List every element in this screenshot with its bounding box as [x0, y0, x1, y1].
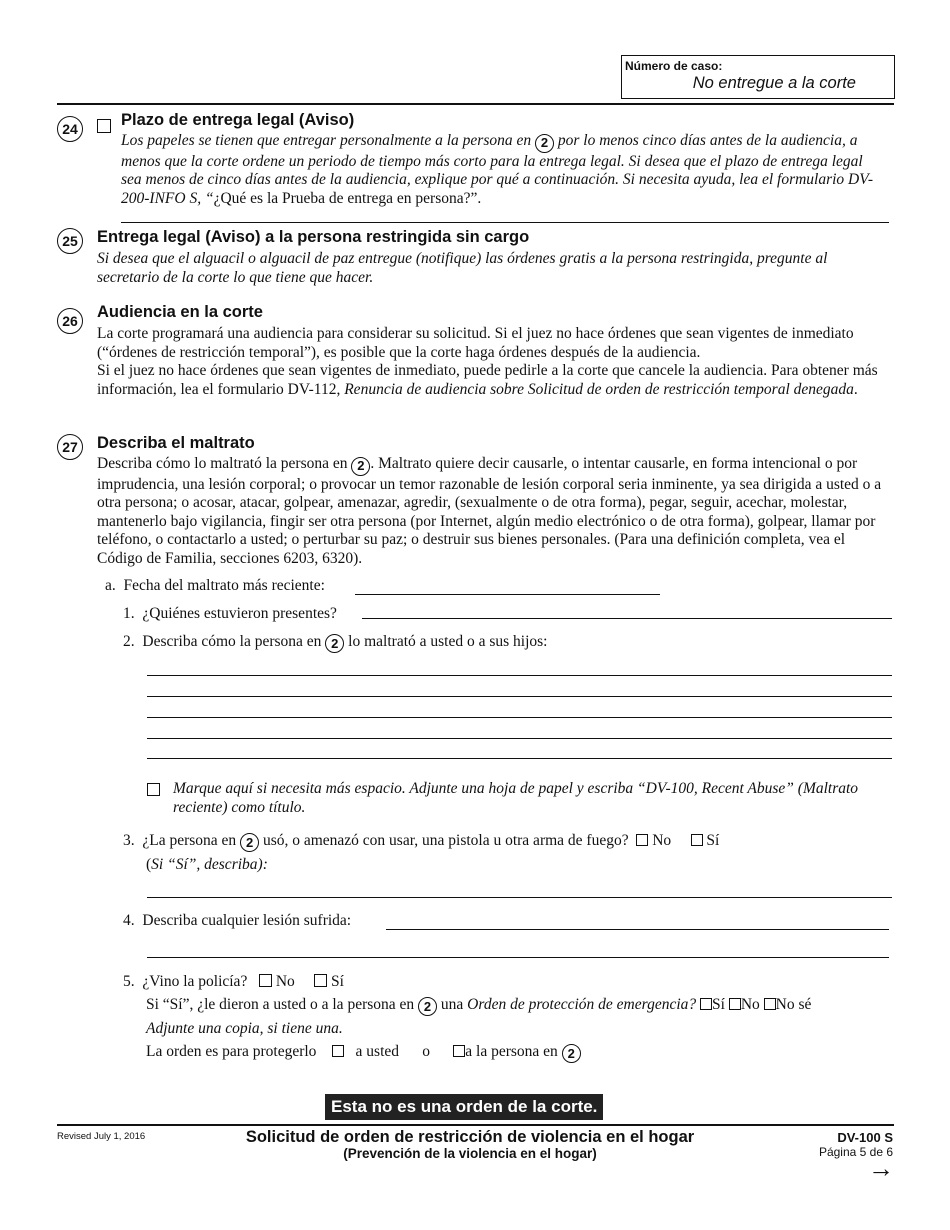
- question-5-attach-note: Adjunte una copia, si tiene una.: [146, 1020, 343, 1037]
- form-subtitle: (Prevención de la violencia en el hogar): [343, 1146, 597, 1161]
- question-2: 2. Describa cómo la persona en 2 lo maltrató a usted o a sus hijos:: [123, 633, 548, 651]
- form-title: Solicitud de orden de restricción de violencia en el hogar: [245, 1128, 695, 1146]
- case-number-box: [621, 55, 895, 99]
- page-number: Página 5 de 6: [818, 1145, 893, 1159]
- section-25-title: Entrega legal (Aviso) a la persona restringida sin cargo: [97, 228, 530, 246]
- epo-unknown-checkbox[interactable]: [764, 998, 776, 1010]
- question-4-answer-line-1[interactable]: [386, 929, 889, 930]
- question-5: 5. ¿Vino la policía? No Sí: [123, 973, 344, 990]
- section-24-checkbox[interactable]: [97, 119, 111, 133]
- police-no-checkbox[interactable]: [259, 974, 272, 987]
- question-2-line-2[interactable]: [147, 696, 892, 697]
- more-space-text: Marque aquí si necesita más espacio. Adjunte una hoja de papel y escriba “DV-100, Recent Abuse” (Maltrato reciente) como título.: [173, 780, 859, 816]
- section-24-number: 24: [57, 116, 83, 142]
- epo-no-checkbox[interactable]: [729, 998, 741, 1010]
- protect-other-checkbox[interactable]: [453, 1045, 465, 1057]
- section-24-text: Los papeles se tienen que entregar personalmente a la persona en 2 por lo menos cinco días antes de la audiencia, a menos que la corte ordene un periodo de tiempo más corto para la entrega legal. Si desea que el plazo de entrega legal sea menos de cinco días antes de la audiencia, explique por qué a continuación. Si necesita ayuda, lea el formulario DV-200-INFO S, “¿Qué es la Prueba de entrega en persona?”.: [121, 132, 874, 207]
- revised-date: Revised July 1, 2016: [57, 1131, 146, 1142]
- top-rule: [57, 103, 894, 105]
- section-25-text: Si desea que el alguacil o alguacil de paz entregue (notifique) las órdenes gratis a la persona restringida, pregunte al secretario de la corte lo que tiene que hacer.: [97, 250, 828, 286]
- party-2-ref: 2: [562, 1044, 581, 1063]
- question-3-answer-line[interactable]: [147, 897, 892, 898]
- form-id: DV-100 S: [837, 1130, 893, 1145]
- section-24-answer-line[interactable]: [121, 222, 889, 223]
- party-2-ref: 2: [325, 634, 344, 653]
- section-26-number: 26: [57, 308, 83, 334]
- section-26-title: Audiencia en la corte: [97, 303, 263, 321]
- firearm-no-checkbox[interactable]: [636, 834, 648, 846]
- more-space-checkbox[interactable]: [147, 783, 160, 796]
- epo-yes-checkbox[interactable]: [700, 998, 712, 1010]
- footer-rule: [57, 1124, 894, 1126]
- question-4: 4. Describa cualquier lesión sufrida:: [123, 912, 352, 929]
- question-5-emergency-order: Si “Sí”, ¿le dieron a usted o a la persona en 2 una Orden de protección de emergencia? Sí No No sé: [146, 996, 812, 1014]
- question-2-line-1[interactable]: [147, 675, 892, 676]
- police-yes-checkbox[interactable]: [314, 974, 327, 987]
- question-5-order-protects: La orden es para protegerlo a usted o a la persona en 2: [146, 1043, 581, 1063]
- question-3-describe: (Si “Sí”, describa):: [146, 856, 268, 873]
- date-answer-line[interactable]: [355, 594, 660, 595]
- question-4-answer-line-2[interactable]: [147, 957, 889, 958]
- section-27-title: Describa el maltrato: [97, 434, 255, 452]
- party-2-ref: 2: [418, 997, 437, 1016]
- question-2-line-4[interactable]: [147, 738, 892, 739]
- section-26-text: La corte programará una audiencia para considerar su solicitud. Si el juez no hace órdenes que sean vigentes de inmediato (“órdenes de restricción temporal”), es posible que la corte haga órdenes después de la audiencia. Si el juez no hace órdenes que sean vigentes de inmediato, puede pedirle a la corte que cancele la audiencia. Para obtener más información, lea el formulario DV-112, Renuncia de audiencia sobre Solicitud de orden de restricción temporal denegada.: [97, 325, 878, 398]
- not-court-order-banner: Esta no es una orden de la corte.: [325, 1094, 603, 1120]
- question-2-line-3[interactable]: [147, 717, 892, 718]
- next-page-arrow-icon: →: [868, 1153, 894, 1183]
- section-27-number: 27: [57, 434, 83, 460]
- question-1: 1. ¿Quiénes estuvieron presentes?: [123, 605, 337, 622]
- protect-you-checkbox[interactable]: [332, 1045, 344, 1057]
- section-25-number: 25: [57, 228, 83, 254]
- section-24-title: Plazo de entrega legal (Aviso): [121, 111, 355, 129]
- section-27-intro: Describa cómo lo maltrató la persona en 2 . Maltrato quiere decir causarle, o intentar causarle, en forma intencional o por imprudencia, una lesión corporal; o provocar un temor razonable de lesión corporal seria inminente, ya sea dirigida a usted o a otra persona; o acosar, atacar, golpear, amenazar, agredir, (sexualmente o de otra forma), pegar, seguir, acechar, molestar, mantenerlo bajo vigilancia, fingir ser otra persona (por Internet, algún medio electrónico o de otra forma), golpear, llamar por teléfono, o contactarlo a usted; o perturbar su paz; o destruir sus bienes personales. (Para una definición completa, vea el Código de Familia, secciones 6203, 6320).: [97, 455, 882, 567]
- question-1-answer-line[interactable]: [362, 618, 892, 619]
- question-3: 3. ¿La persona en 2 usó, o amenazó con usar, una pistola u otra arma de fuego? No Sí: [123, 832, 720, 850]
- party-2-ref: 2: [535, 134, 554, 153]
- item-a-label: a. Fecha del maltrato más reciente:: [105, 577, 325, 594]
- question-2-line-5[interactable]: [147, 758, 892, 759]
- party-2-ref: 2: [351, 457, 370, 476]
- case-number-label: Número de caso:: [625, 59, 723, 73]
- party-2-ref: 2: [240, 833, 259, 852]
- case-number-value: No entregue a la corte: [692, 74, 856, 92]
- firearm-yes-checkbox[interactable]: [691, 834, 703, 846]
